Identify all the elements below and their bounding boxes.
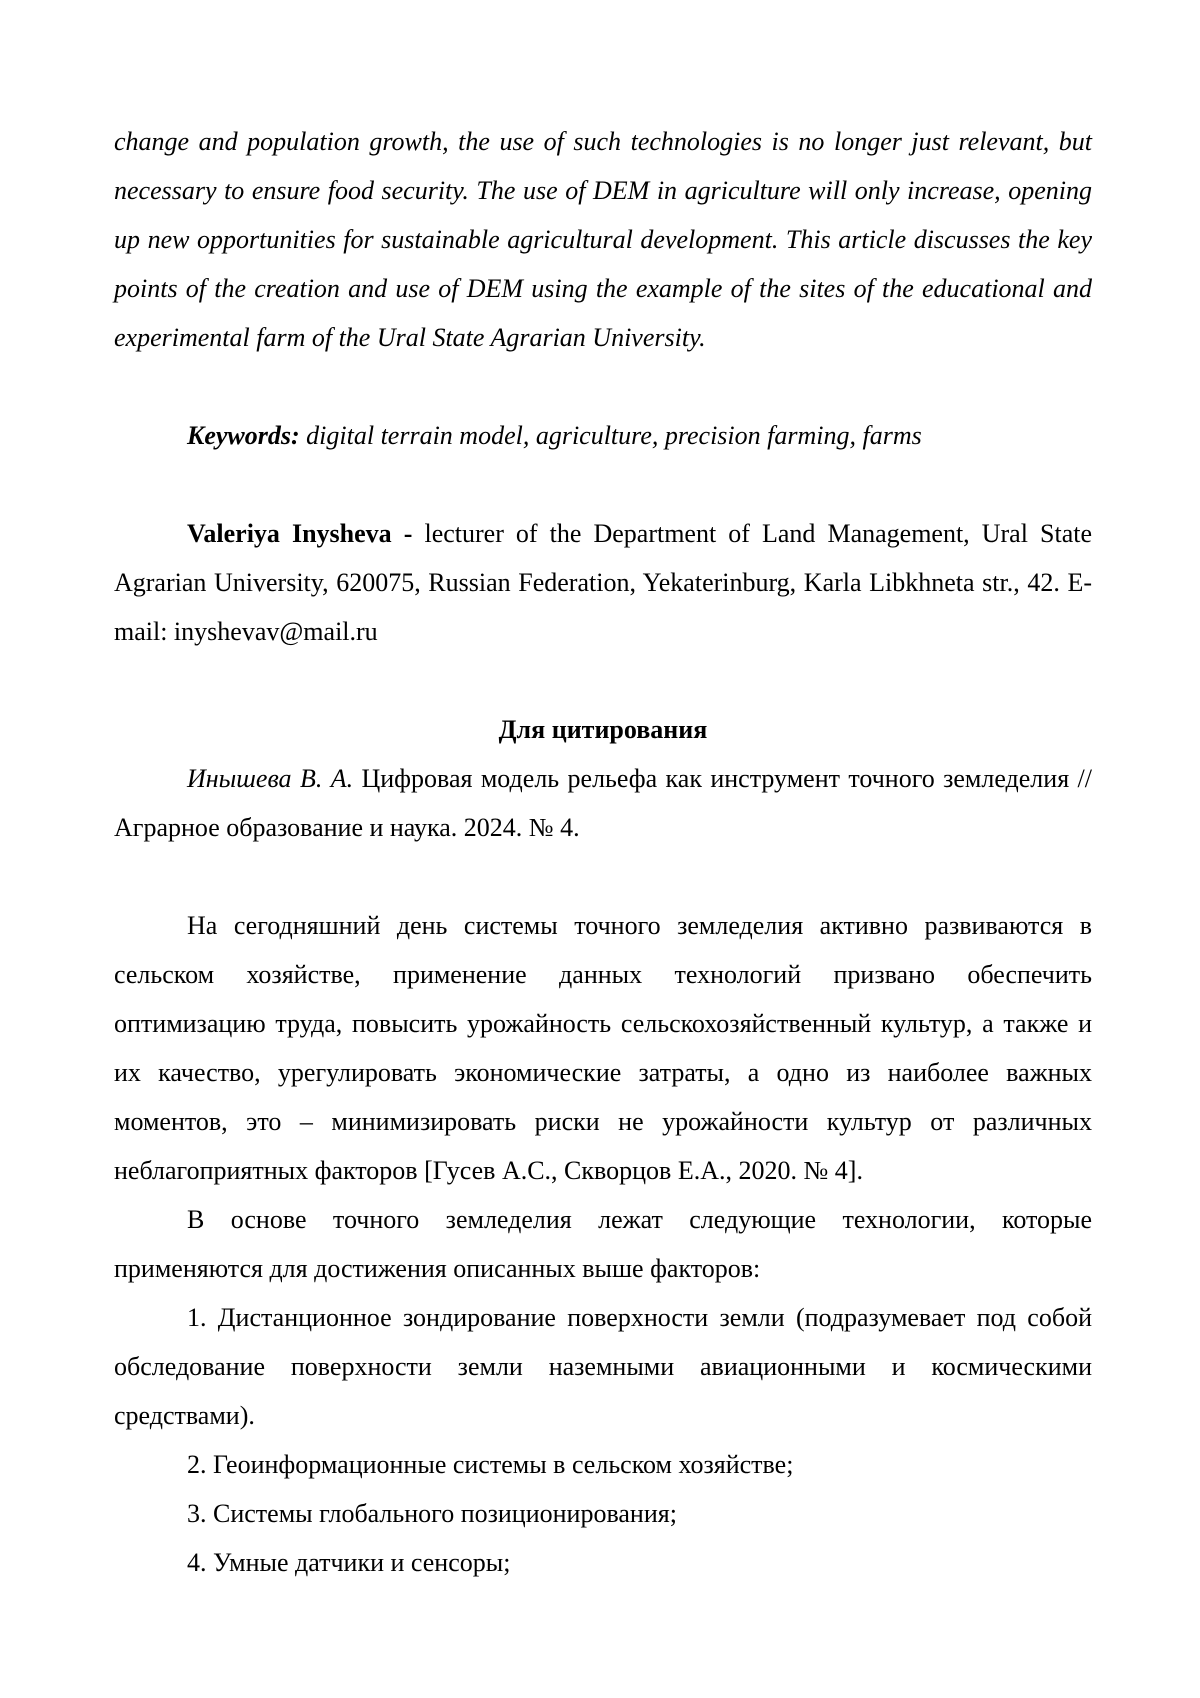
citation-heading: Для цитирования [498,715,708,744]
citation-reference: Цифровая модель рельефа как инструмент точного земледелия // Аграрное образование и наука. 2024. № 4. [114,764,1092,842]
list-item-4: 4. Умные датчики и сенсоры; [187,1548,511,1577]
list-item-3: 3. Системы глобального позиционирования; [187,1499,677,1528]
keywords-text: digital terrain model, agriculture, precision farming, farms [299,421,922,450]
citation-author: Инышева В. А. [187,764,354,793]
list-item-1: 1. Дистанционное зондирование поверхности земли (подразумевает под собой обследование поверхности земли наземными авиационными и космическими средствами). [114,1303,1092,1430]
body-paragraph-1: На сегодняшний день системы точного земледелия активно развиваются в сельском хозяйстве, применение данных технологий призвано обеспечить оптимизацию труда, повысить урожайность сельскохозяйственный культур, а также и их качество, урегулировать экономические затраты, а одно из наиболее важных моментов, это – минимизировать риски не урожайности культур от различных неблагоприятных факторов [Гусев А.С., Скворцов Е.А., 2020. № 4]. [114,911,1092,1185]
author-name: Valeriya Inysheva - [187,519,413,548]
list-item-2: 2. Геоинформационные системы в сельском хозяйстве; [187,1450,794,1479]
keywords-label: Keywords: [187,421,300,450]
author-info [114,509,1092,656]
page-content [114,117,1092,1587]
keywords-line [114,411,1092,460]
body-paragraph-2: В основе точного земледелия лежат следующие технологии, которые применяются для достижения описанных выше факторов: [114,1205,1092,1283]
citation-text [114,754,1092,852]
author-details: lecturer of the Department of Land Management, Ural State Agrarian University, 620075, Russian Federation, Yekaterinburg, Karla Libkhneta str., 42. E-mail: inyshevav@mail.ru [114,519,1092,646]
abstract-continuation: change and population growth, the use of such technologies is no longer just relevant, but necessary to ensure food security. The use of DEM in agriculture will only increase, opening up new opportunities for sustainable agricultural development. This article discusses the key points of the creation and use of DEM using the example of the sites of the educational and experimental farm of the Ural State Agrarian University. [114,127,1092,352]
